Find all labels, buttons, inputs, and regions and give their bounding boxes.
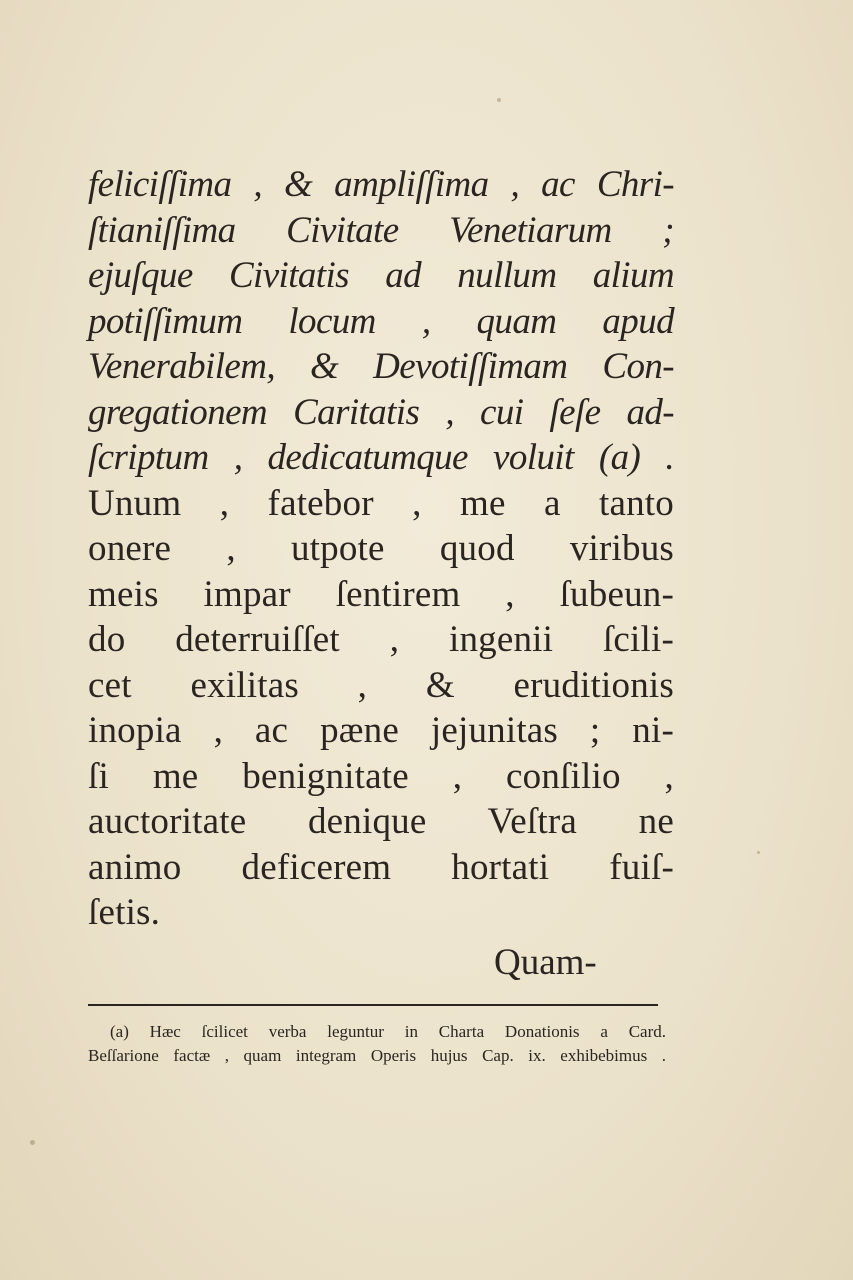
text-line: cet exilitas , & eruditionis (88, 664, 674, 706)
text-line: do deterruiſſet , ingenii ſcili- (88, 619, 674, 660)
text-line: Venerabilem, & Devotiſſimam Con- (88, 346, 674, 387)
main-text (88, 162, 674, 936)
text-line: ſcriptum , dedicatumque voluit (a) . (88, 437, 674, 478)
text-line: feliciſſima , & ampliſſima , ac Chri- (88, 164, 674, 205)
catchword: Quam- (494, 942, 597, 983)
text-line: auctoritate denique Veſtra ne (88, 801, 674, 842)
paper-speck (757, 851, 760, 854)
paper-speck (497, 98, 501, 102)
footnote-line: Beſſarione factæ , quam integram Operis hujus Cap. ix. exhibebimus . (88, 1046, 666, 1065)
text-line: ſetis. (88, 892, 161, 933)
text-line: animo deficerem hortati fuiſ- (88, 846, 674, 888)
footnote-rule (88, 1004, 658, 1006)
text-line: potiſſimum locum , quam apud (88, 300, 674, 342)
text-line: ejuſque Civitatis ad nullum alium (88, 255, 674, 296)
text-line: inopia , ac pæne jejunitas ; ni- (88, 710, 674, 751)
text-line: Unum , fatebor , me a tanto (88, 482, 674, 524)
text-line: onere , utpote quod viribus (88, 528, 674, 569)
text-line: ſtianiſſima Civitate Venetiarum ; (88, 209, 674, 251)
text-line: gregationem Caritatis , cui ſeſe ad- (88, 391, 674, 433)
footnote-line: (a) Hæc ſcilicet verba leguntur in Charta Donationis a Card. (110, 1022, 666, 1041)
footnote (88, 1020, 666, 1068)
text-line: meis impar ſentirem , ſubeun- (88, 573, 674, 615)
text-line: ſi me benignitate , conſilio , (88, 755, 674, 797)
paper-speck (30, 1140, 35, 1145)
